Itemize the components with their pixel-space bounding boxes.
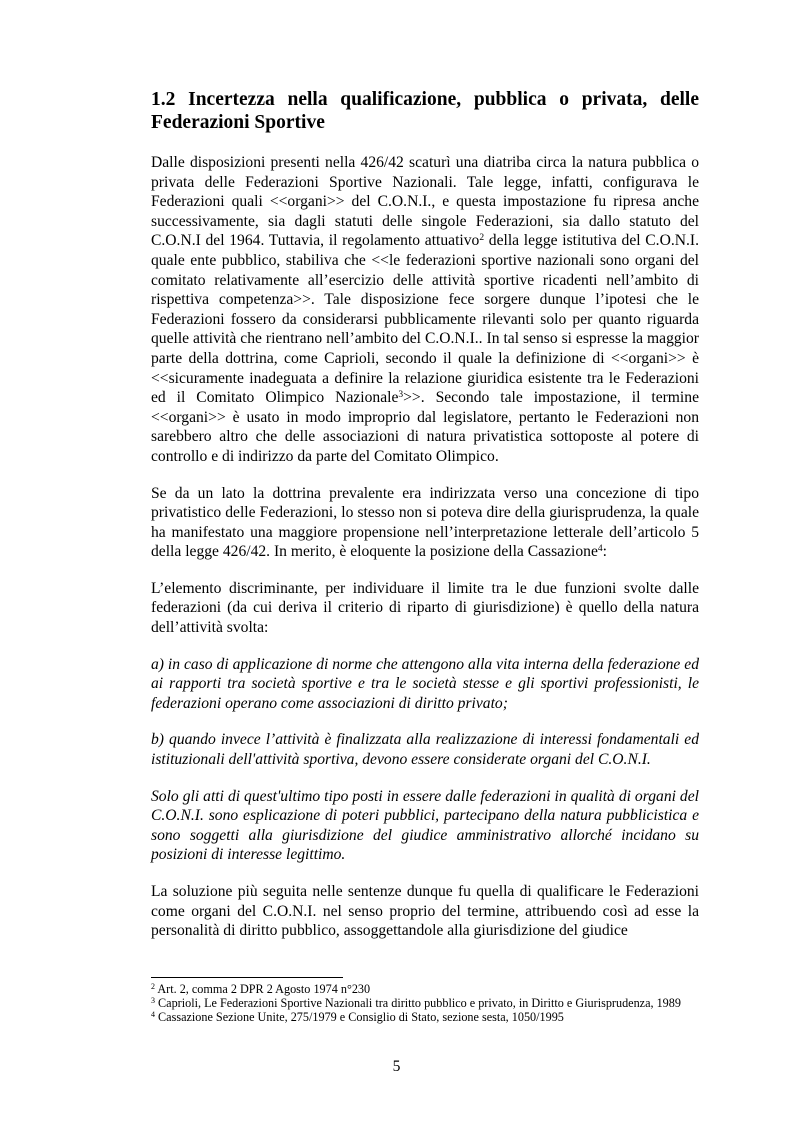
paragraph-2-part-b: : [602,543,607,561]
paragraph-1-part-b: della legge istitutiva del C.O.N.I. quale ente pubblico, stabiliva che <<le federazioni sportive nazionali sono organi del comitato relativamente all’esercizio delle attività sportive ricadenti nell’ambito di rispettiva competenza>>. Tale disposizione fece sorgere dunque l’ipotesi che le Federazioni fossero da considerarsi pubblicamente rilevanti solo per quanto riguarda quelle attività che rientrano nell’ambito del C.O.N.I.. In tal senso si espresse la maggior parte della dottrina, come Caprioli, secondo il quale la definizione di <<organi>> è <<sicuramente inadeguata a definire la relazione giuridica esistente tra le Federazioni ed il Comitato Olimpico Nazionale [151,232,699,407]
paragraph-7: La soluzione più seguita nelle sentenze dunque fu quella di qualificare le Federazioni come organi del C.O.N.I. nel senso proprio del termine, attribuendo così ad esse la personalità di diritto pubblico, assoggettandole alla giurisdizione del giudice [151,883,699,940]
paragraph-1 [151,153,699,467]
page-number: 5 [392,1058,401,1075]
paragraph-1-part-a: Dalle disposizioni presenti nella 426/42 scaturì una diatriba circa la natura pubblica o privata delle Federazioni Sportive Nazionali. Tale legge, infatti, configurava le Federazioni quali <<organi>> del C.O.N.I., e questa impostazione fu ripresa anche successivamente, sia dagli statuti delle singole Federazioni, sia dallo statuto del C.O.N.I del 1964. Tuttavia, il regolamento attuativo [151,154,699,250]
footnote-2-text: Art. 2, comma 2 DPR 2 Agosto 1974 n°230 [155,982,371,996]
footnote-4 [151,1010,699,1024]
footnote-ref-4[interactable]: 4 [597,544,603,555]
paragraph-2-part-a: Se da un lato la dottrina prevalente era indirizzata verso una concezione di tipo privatistico delle Federazioni, lo stesso non si poteva dire della giurisprudenza, la quale ha manifestato una maggiore propensione nell’interpretazione letterale dell’articolo 5 della legge 426/42. In merito, è eloquente la posizione della Cassazione [151,484,699,561]
footnote-3-text: Caprioli, Le Federazioni Sportive Nazionali tra diritto pubblico e privato, in Diritto e Giurisprudenza, 1989 [155,996,681,1011]
footnote-3-number: 3 [151,996,155,1006]
footnotes [151,982,699,1025]
footnote-2 [151,982,699,996]
footnote-ref-2[interactable]: 2 [479,233,485,244]
footnote-4-text: Cassazione Sezione Unite, 275/1979 e Consiglio di Stato, sezione sesta, 1050/1995 [155,1010,564,1025]
page-body [151,88,699,958]
quote-item-a: a) in caso di applicazione di norme che attengono alla vita interna della federazione ed ai rapporti tra società sportive e tra le società stesse e gli sportivi professionisti, le federazioni operano come associazioni di diritto privato; [151,655,699,712]
footnote-divider [151,977,343,978]
quote-item-b: b) quando invece l’attività è finalizzata alla realizzazione di interessi fondamentali ed istituzionali dell'attività sportiva, devono essere considerate organi del C.O.N.I. [151,731,699,769]
paragraph-2 [151,484,699,562]
footnote-3 [151,996,699,1010]
section-heading: 1.2 Incertezza nella qualificazione, pubblica o privata, delle Federazioni Sportive [151,89,699,133]
paragraph-3: L’elemento discriminante, per individuare il limite tra le due funzioni svolte dalle federazioni (da cui deriva il criterio di riparto di giurisdizione) è quello della natura dell’attività svolta: [151,579,699,637]
paragraph-1-part-c: >>. Secondo tale impostazione, il termine <<organi>> è usato in modo improprio dal legislatore, pertanto le Federazioni non sarebbero altro che delle associazioni di natura privatistica sottoposte al potere di controllo e di indirizzo da parte del Comitato Olimpico. [151,389,699,465]
footnote-2-number: 2 [151,982,155,991]
footnote-4-number: 4 [151,1010,155,1020]
footnote-ref-3[interactable]: 3 [398,390,404,401]
quote-conclusion: Solo gli atti di quest'ultimo tipo posti in essere dalle federazioni in qualità di organi del C.O.N.I. sono esplicazione di poteri pubblici, partecipano della natura pubblicistica e sono soggetti alla giurisdizione del giudice amministrativo allorché incidano su posizioni di interesse legittimo. [151,787,699,864]
